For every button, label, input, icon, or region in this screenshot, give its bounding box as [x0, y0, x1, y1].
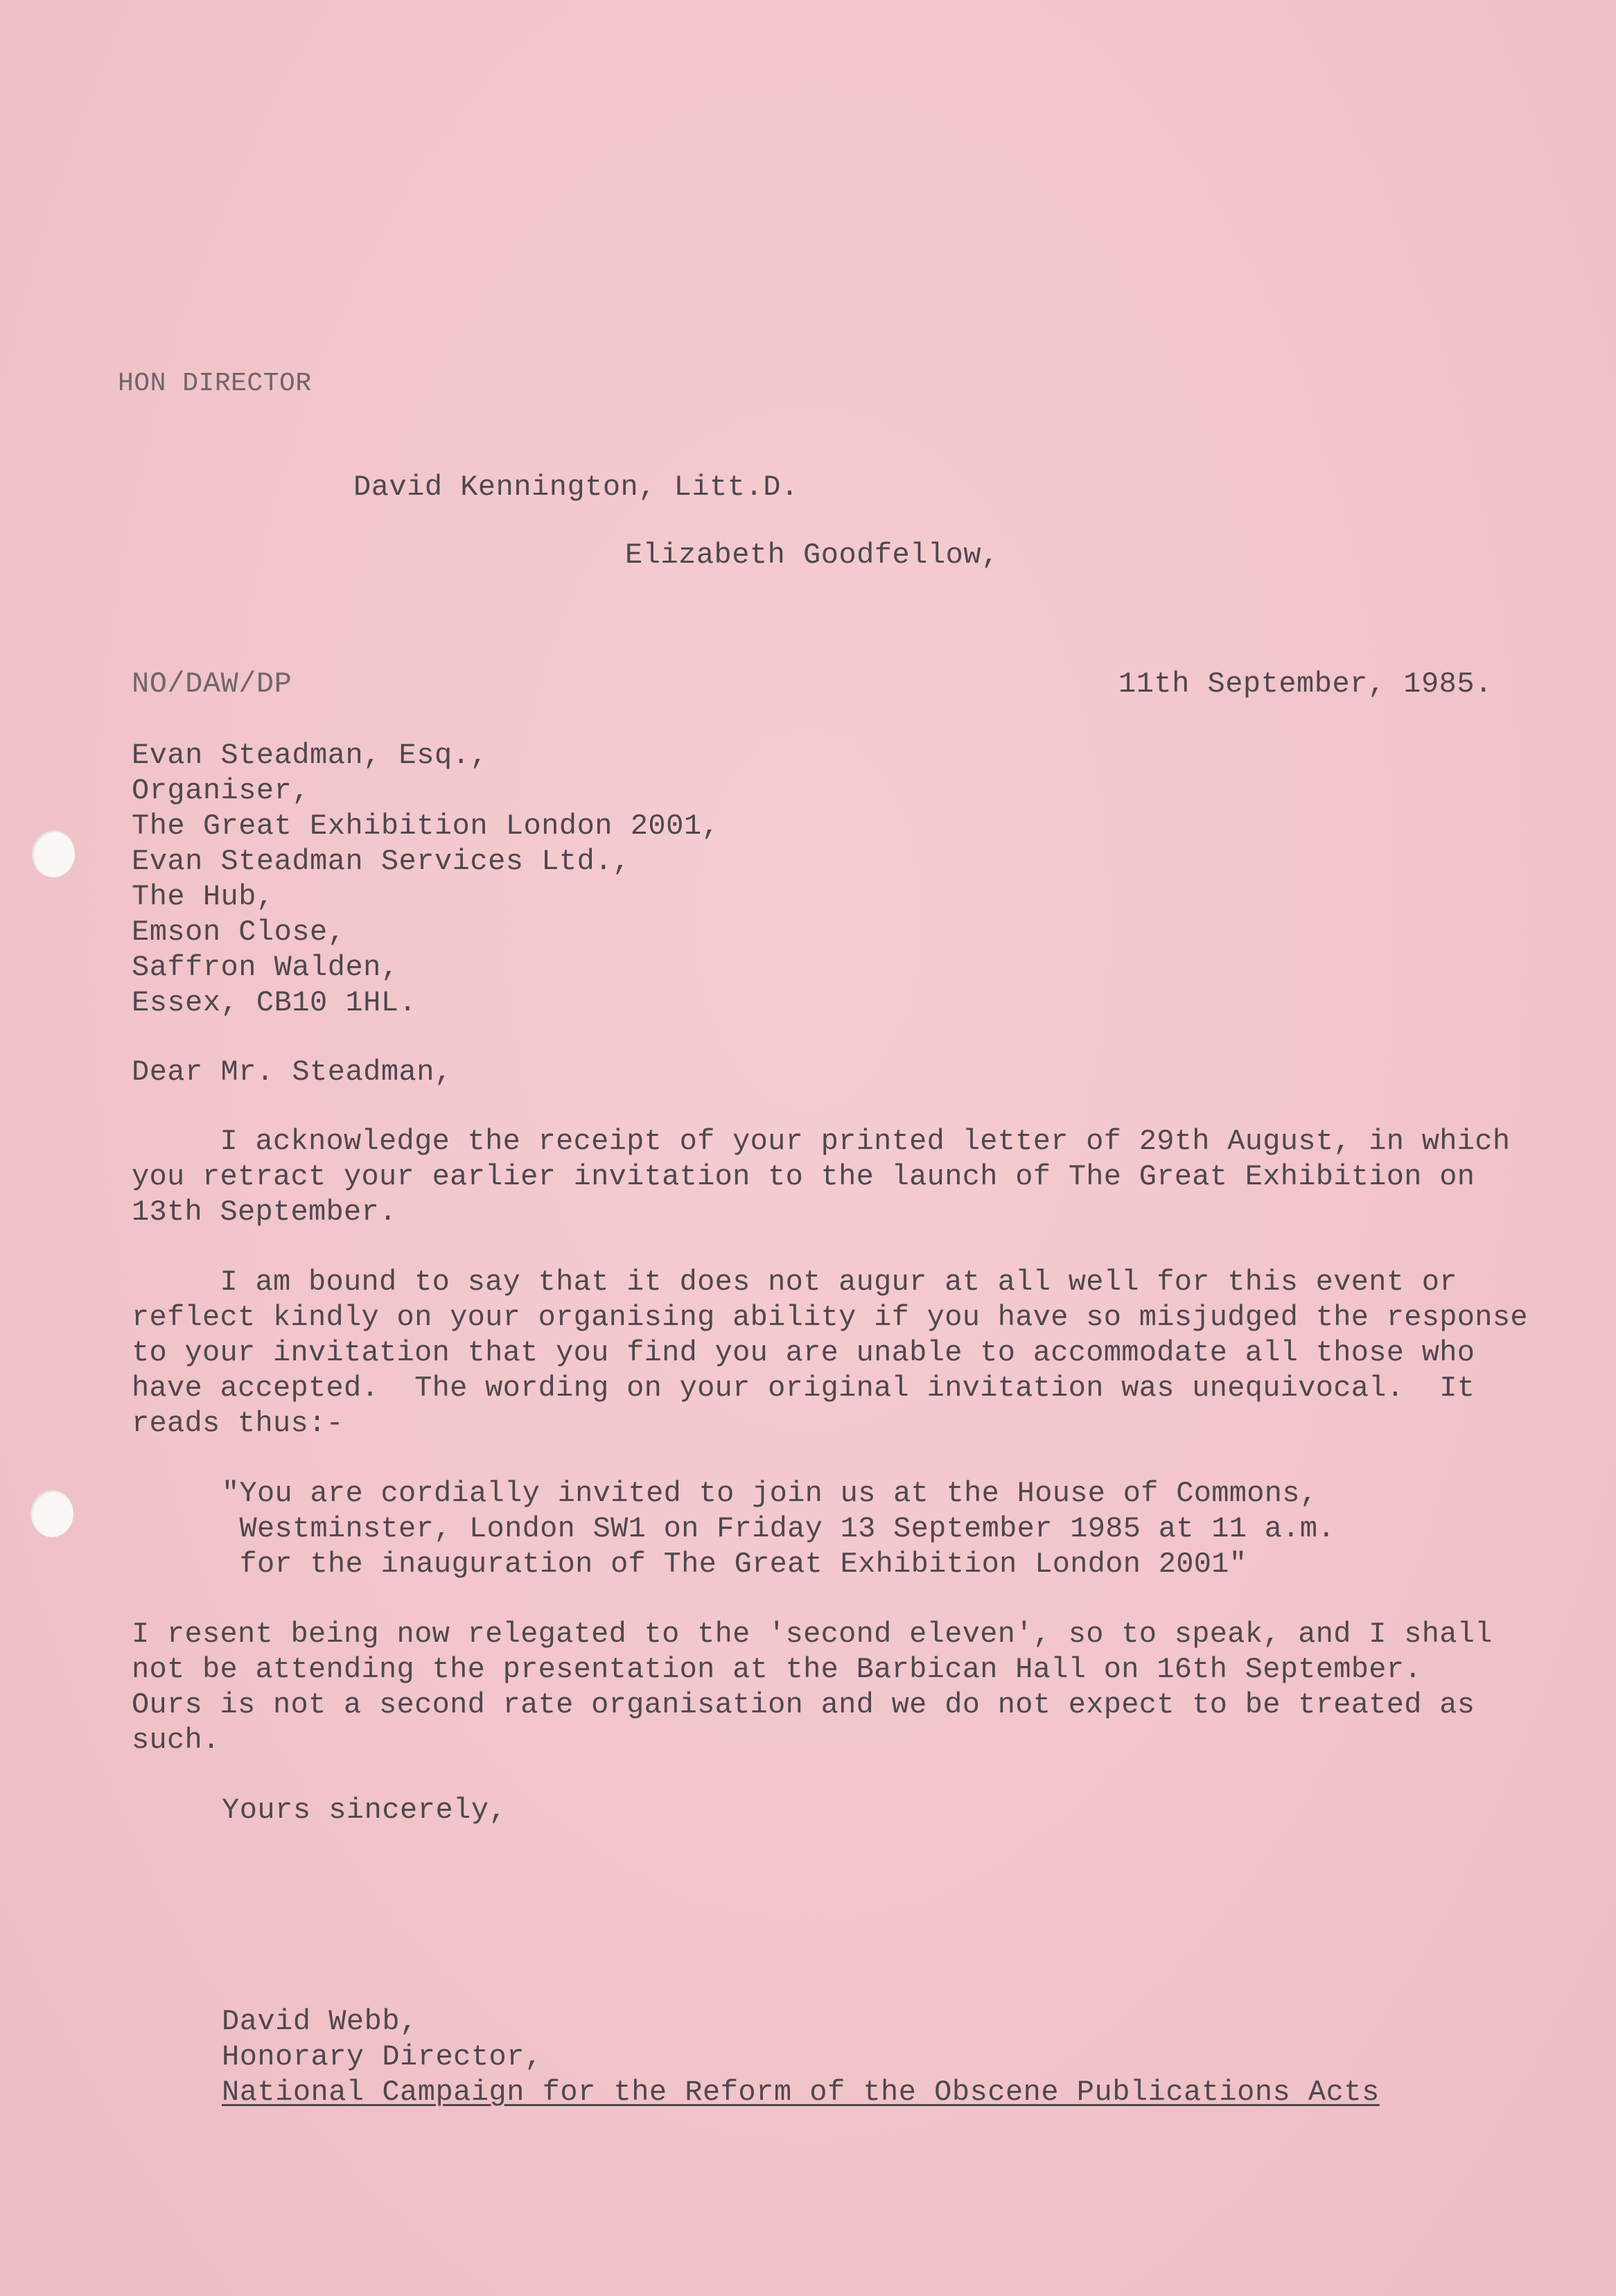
- paragraph-line: you retract your earlier invitation to the launch of The Great Exhibition on: [132, 1160, 1475, 1193]
- reference-code: NO/DAW/DP: [132, 667, 292, 701]
- paragraph-line: I am bound to say that it does not augur at all well for this event or: [132, 1265, 1457, 1299]
- quote-line: for the inauguration of The Great Exhibition London 2001": [222, 1548, 1247, 1581]
- punch-hole-bottom: [30, 1490, 73, 1537]
- paragraph-line: not be attending the presentation at the Barbican Hall on 16th September.: [132, 1653, 1422, 1686]
- recipient-line: Evan Steadman Services Ltd.,: [132, 845, 631, 878]
- signature-name: David Webb,: [222, 2005, 418, 2038]
- quote-line: "You are cordially invited to join us at the House of Commons,: [222, 1477, 1318, 1510]
- recipient-line: Essex, CB10 1HL.: [132, 986, 417, 1019]
- paragraph-line: have accepted. The wording on your original invitation was unequivocal. It: [132, 1372, 1475, 1405]
- paragraph-line: reflect kindly on your organising ability if you have so misjudged the response: [132, 1301, 1528, 1334]
- signature-title: Honorary Director,: [222, 2040, 543, 2074]
- paragraph-line: Ours is not a second rate organisation and we do not expect to be treated as: [132, 1688, 1475, 1721]
- recipient-line: Evan Steadman, Esq.,: [132, 739, 489, 772]
- letter-date: 11th September, 1985.: [1118, 667, 1493, 701]
- signature-organisation: National Campaign for the Reform of the Obscene Publications Acts: [222, 2076, 1380, 2109]
- recipient-line: Organiser,: [132, 774, 310, 807]
- closing: Yours sincerely,: [222, 1794, 507, 1827]
- paragraph-line: reads thus:-: [132, 1407, 344, 1440]
- header-name-goodfellow: Elizabeth Goodfellow,: [625, 538, 999, 572]
- punch-hole-top: [32, 830, 75, 877]
- paragraph-line: I acknowledge the receipt of your printed letter of 29th August, in which: [132, 1125, 1511, 1158]
- recipient-line: Emson Close,: [132, 915, 346, 949]
- paragraph-line: to your invitation that you find you are unable to accommodate all those who: [132, 1336, 1475, 1369]
- paragraph-line: 13th September.: [132, 1195, 397, 1229]
- header-title: HON DIRECTOR: [118, 369, 312, 398]
- recipient-line: Saffron Walden,: [132, 951, 399, 984]
- quote-line: Westminster, London SW1 on Friday 13 September 1985 at 11 a.m.: [222, 1512, 1335, 1545]
- recipient-line: The Great Exhibition London 2001,: [132, 809, 720, 843]
- recipient-line: The Hub,: [132, 880, 274, 913]
- paragraph-line: such.: [132, 1724, 220, 1757]
- header-name-kennington: David Kennington, Litt.D.: [353, 471, 799, 504]
- salutation: Dear Mr. Steadman,: [132, 1055, 453, 1089]
- paragraph-line: I resent being now relegated to the 'second eleven', so to speak, and I shall: [132, 1618, 1493, 1651]
